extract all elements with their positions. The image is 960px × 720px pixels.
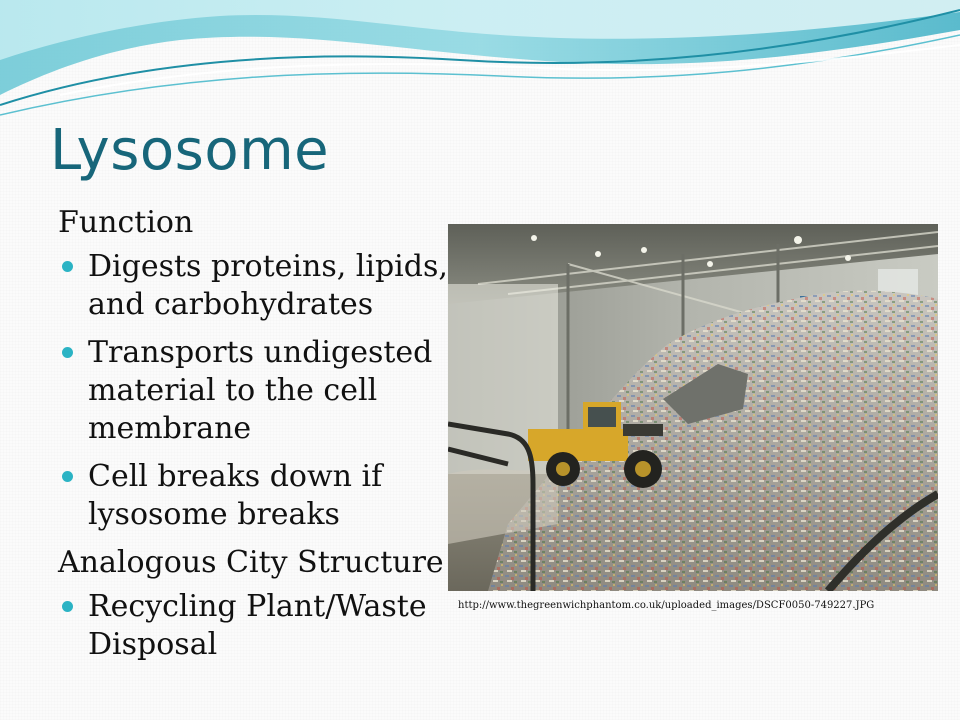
section-heading-function: Function [58, 205, 194, 240]
content-body [58, 204, 448, 674]
analogy-bullet-list [58, 588, 448, 664]
slide-title: Lysosome [50, 118, 330, 183]
header-wave-decoration [0, 0, 960, 130]
section-heading-analogous-structure: Analogous City Structure [58, 545, 444, 580]
bullet-item: Cell breaks down if lysosome breaks [58, 458, 448, 534]
bullet-item: Recycling Plant/Waste Disposal [58, 588, 448, 664]
bullet-item: Digests proteins, lipids, and carbohydrates [58, 248, 448, 324]
function-bullet-list [58, 248, 448, 534]
image-source-caption: http://www.thegreenwichphantom.co.uk/uploaded_images/DSCF0050-749227.JPG [458, 600, 875, 611]
bullet-item: Transports undigested material to the cell membrane [58, 334, 448, 448]
recycling-plant-photo [448, 224, 938, 591]
